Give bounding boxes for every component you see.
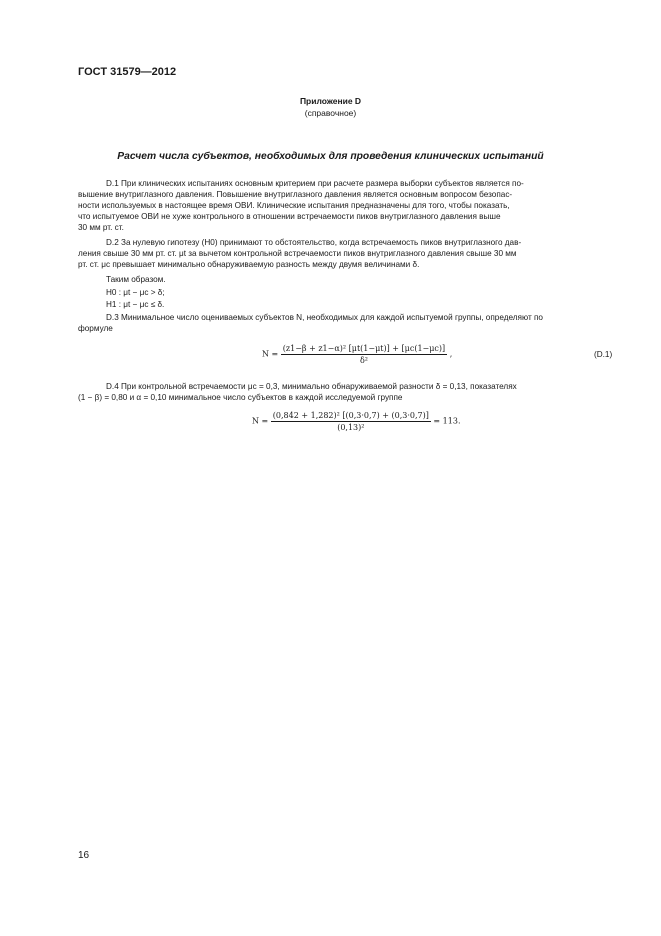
formula-denominator: δ² xyxy=(359,356,368,365)
paragraph-line: (1 − β) = 0,80 и α = 0,10 минимальное число субъектов в каждой исследуемой группе xyxy=(78,393,403,402)
hypothesis-h1: H1 : μt − μc ≤ δ. xyxy=(106,300,165,309)
appendix-label: Приложение D xyxy=(299,96,362,106)
paragraph-line: ления свыше 30 мм рт. ст. μt за вычетом контрольной встречаемости пиков внутриглазного давления свыше 30 мм xyxy=(78,249,517,258)
paragraph-line: 30 мм рт. ст. xyxy=(78,223,124,232)
formula-d1 xyxy=(262,344,452,365)
formula-fraction xyxy=(271,411,431,432)
paragraph-line: что испытуемое ОВИ не хуже контрольного в отношении встречаемости пиков внутриглазного давления выше xyxy=(78,212,501,221)
paragraph-line: D.2 За нулевую гипотезу (H0) принимают то обстоятельство, когда встречаемость пиков внутриглазного дав- xyxy=(106,238,522,247)
paragraph-d3 xyxy=(78,312,615,334)
paragraph-d2 xyxy=(78,237,615,270)
formula-numerator: (z1−β + z1−α)² [μt(1−μt)] + [μc(1−μc)] xyxy=(282,344,446,353)
appendix-note: (справочное) xyxy=(304,108,357,118)
equation-number: (D.1) xyxy=(594,350,613,359)
formula-fraction xyxy=(281,344,447,365)
formula-tail: , xyxy=(449,349,453,359)
paragraph-line: вышение внутриглазного давления. Повышение внутриглазного давления является основным вопросом безопас- xyxy=(78,190,513,199)
paragraph-line: D.3 Минимальное число оцениваемых субъектов N, необходимых для каждой испытуемой группы, определяют по xyxy=(106,313,543,322)
standard-header: ГОСТ 31579—2012 xyxy=(78,66,177,78)
paragraph-line: D.4 При контрольной встречаемости μc = 0,3, минимально обнаруживаемой разности δ = 0,13, показателях xyxy=(106,382,517,391)
page-number: 16 xyxy=(78,850,90,861)
paragraph-d4 xyxy=(78,381,615,403)
formula-lhs: N = xyxy=(252,416,269,426)
paragraph-line: D.1 При клинических испытаниях основным критерием при расчете размера выборки субъектов является по- xyxy=(106,179,524,188)
paragraph-line: ности используемых в настоящее время ОВИ. Клинические испытания предназначены для того, чтобы показать, xyxy=(78,201,510,210)
paragraph-line: рт. ст. μc превышает минимально обнаруживаемую разность между двумя величинами δ. xyxy=(78,260,420,269)
formula-d4 xyxy=(252,411,460,432)
formula-denominator: (0,13)² xyxy=(337,423,365,432)
formula-result: = 113. xyxy=(433,416,461,426)
hypothesis-h0: H0 : μt − μc > δ; xyxy=(106,288,165,297)
formula-lhs: N = xyxy=(262,349,279,359)
paragraph-line: формуле xyxy=(78,324,113,333)
appendix-heading xyxy=(0,95,661,119)
thus-line: Таким образом. xyxy=(106,275,166,284)
paragraph-d1 xyxy=(78,178,615,233)
formula-numerator: (0,842 + 1,282)² [(0,3·0,7) + (0,3·0,7)] xyxy=(272,411,429,420)
section-title: Расчет числа субъектов, необходимых для проведения клинических испытаний xyxy=(117,151,544,162)
